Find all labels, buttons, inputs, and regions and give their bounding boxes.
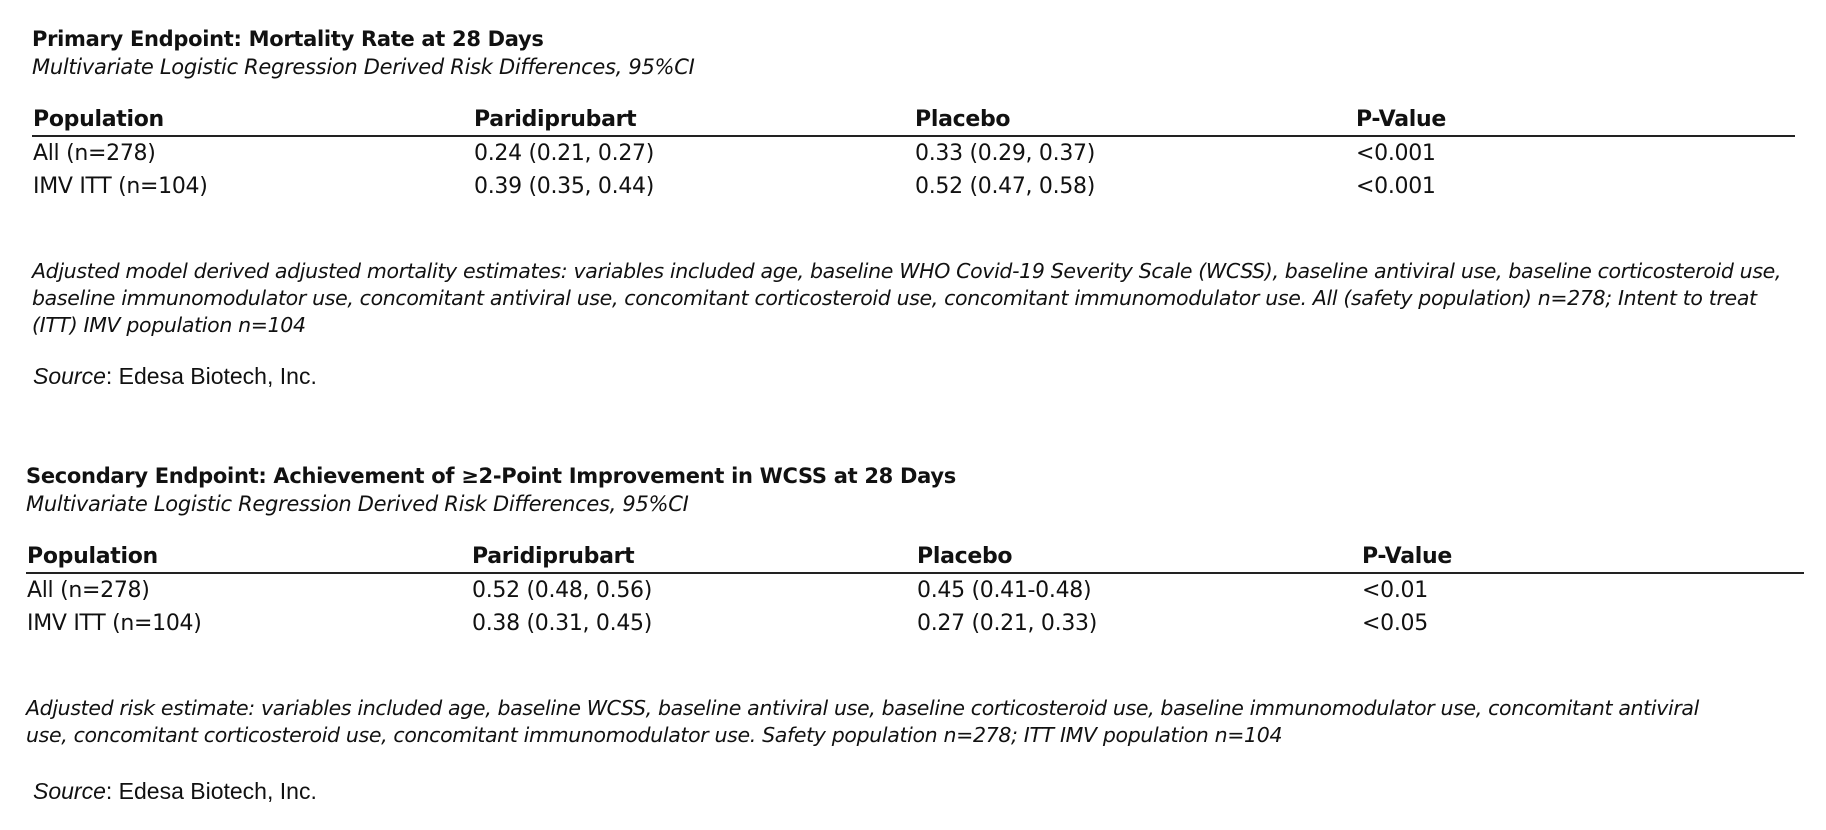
table-cell: 0.45 (0.41-0.48) [917,578,1092,603]
table-cell: IMV ITT (n=104) [27,611,202,636]
primary-source [33,363,317,390]
secondary-endpoint-subtitle: Multivariate Logistic Regression Derived Risk Differences, 95%CI [26,492,689,516]
table-cell: 0.38 (0.31, 0.45) [472,611,652,636]
source-label: Source [33,778,106,804]
column-header-population: Population [33,107,164,132]
source-text: : Edesa Biotech, Inc. [105,778,317,804]
column-header-paridiprubart: Paridiprubart [474,107,637,132]
header-divider [32,135,1795,137]
column-header-p-value: P-Value [1362,544,1452,569]
table-cell: <0.01 [1362,578,1428,603]
secondary-footnote: Adjusted risk estimate: variables included age, baseline WCSS, baseline antiviral use, baseline corticosteroid use, baseline immunomodulator use, concomitant antiviral use, concomitant corticosteroid use, concomitant immunomodulator use. Safety population n=278; ITT IMV population n=104 [26,696,1699,747]
table-cell: <0.001 [1356,141,1436,166]
header-divider [26,572,1804,574]
column-header-p-value: P-Value [1356,107,1446,132]
table-cell: 0.52 (0.47, 0.58) [915,174,1095,199]
table-cell: <0.05 [1362,611,1428,636]
table-cell: 0.27 (0.21, 0.33) [917,611,1097,636]
source-label: Source [33,363,106,389]
secondary-endpoint-title: Secondary Endpoint: Achievement of ≥2-Point Improvement in WCSS at 28 Days [26,464,956,488]
table-cell: 0.33 (0.29, 0.37) [915,141,1095,166]
primary-endpoint-title: Primary Endpoint: Mortality Rate at 28 Days [32,27,544,51]
source-text: : Edesa Biotech, Inc. [105,363,317,389]
table-cell: <0.001 [1356,174,1436,199]
table-cell: All (n=278) [33,141,156,166]
column-header-placebo: Placebo [915,107,1011,132]
column-header-paridiprubart: Paridiprubart [472,544,635,569]
column-header-placebo: Placebo [917,544,1013,569]
table-cell: 0.52 (0.48, 0.56) [472,578,652,603]
column-header-population: Population [27,544,158,569]
table-cell: 0.24 (0.21, 0.27) [474,141,654,166]
table-cell: 0.39 (0.35, 0.44) [474,174,654,199]
primary-footnote: Adjusted model derived adjusted mortality estimates: variables included age, baseline WHO Covid-19 Severity Scale (WCSS), baseline antiviral use, baseline corticosteroid use, baseline immunomodulator use, concomitant antiviral use, concomitant corticosteroid use, concomitant immunomodulator use. All (safety population) n=278; Intent to treat (ITT) IMV population n=104 [32,259,1782,337]
secondary-source [33,778,317,805]
table-cell: IMV ITT (n=104) [33,174,208,199]
table-cell: All (n=278) [27,578,150,603]
primary-endpoint-subtitle: Multivariate Logistic Regression Derived Risk Differences, 95%CI [32,55,695,79]
